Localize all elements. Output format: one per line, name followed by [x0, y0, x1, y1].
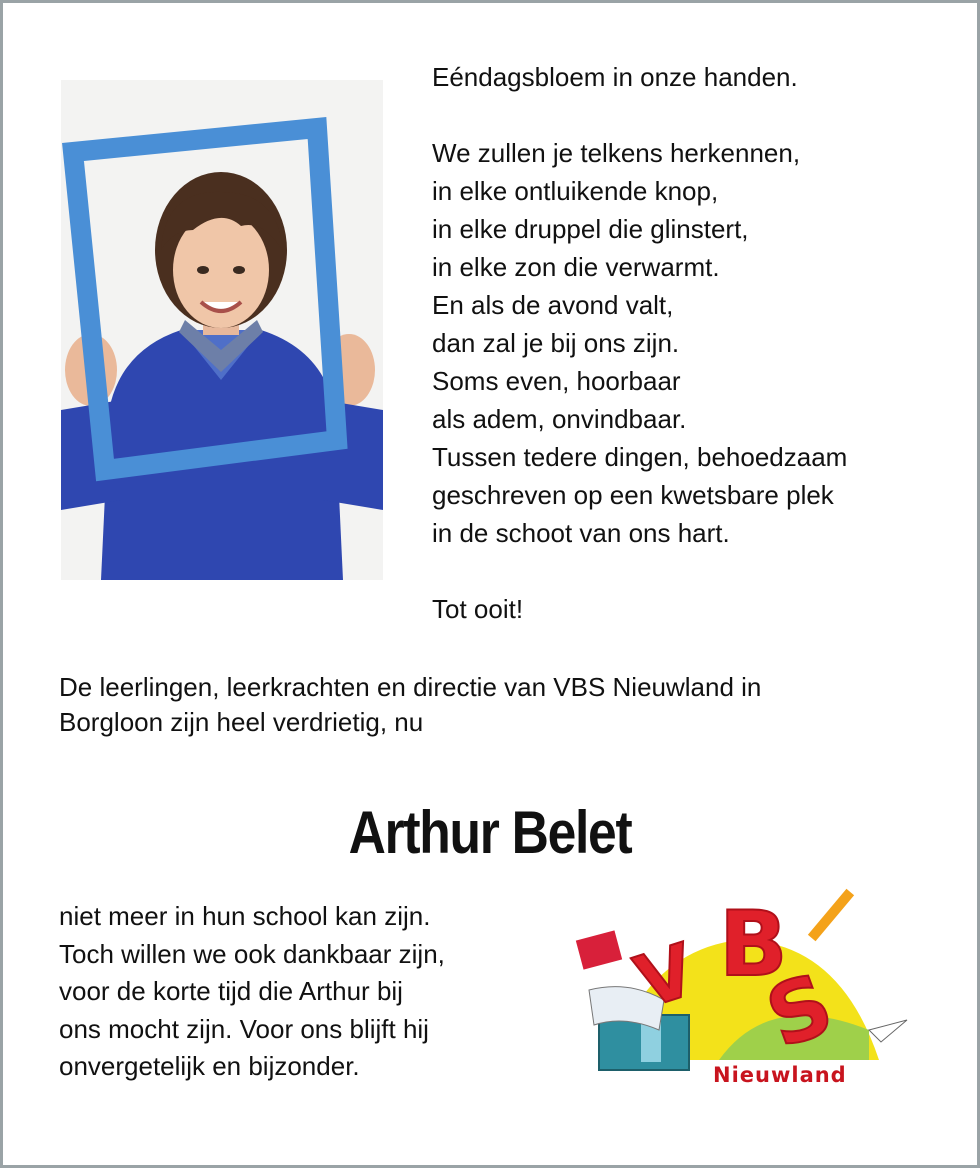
poem-line: We zullen je telkens herkennen, — [432, 138, 801, 168]
poem-line: in elke zon die verwarmt. — [432, 252, 720, 282]
logo-caption: Nieuwland — [713, 1063, 847, 1087]
portrait-photo — [61, 80, 383, 580]
poem-line: dan zal je bij ons zijn. — [432, 328, 680, 358]
closing-line: voor de korte tijd die Arthur bij — [59, 976, 403, 1006]
poem-line: Eéndagsbloem in onze handen. — [432, 62, 798, 92]
logo-letter-b: B — [719, 892, 788, 997]
poem-line: in de schoot van ons hart. — [432, 518, 730, 548]
closing-text — [59, 898, 539, 1086]
poem-line: in elke ontluikende knop, — [432, 176, 719, 206]
poem-line: in elke druppel die glinstert, — [432, 214, 749, 244]
poem-line: En als de avond valt, — [432, 290, 674, 320]
deceased-name: Arthur Belet — [348, 799, 632, 866]
intro-line: De leerlingen, leerkrachten en directie van VBS Nieuwland in — [59, 672, 762, 702]
poem-stanza-gap — [432, 96, 952, 134]
school-logo-graphic — [569, 880, 912, 1088]
poem-farewell: Tot ooit! — [432, 594, 524, 624]
closing-line: Toch willen we ook dankbaar zijn, — [59, 938, 445, 969]
logo-letter-v: V — [625, 927, 705, 1025]
poem-line: Soms even, hoorbaar — [432, 366, 681, 396]
announcement-intro — [59, 670, 939, 740]
poem — [432, 58, 952, 628]
poem-stanza-gap — [432, 552, 952, 590]
logo-letter-s: S — [754, 954, 845, 1068]
intro-line: Borgloon zijn heel verdrietig, nu — [59, 707, 424, 737]
poem-line: als adem, onvindbaar. — [432, 404, 687, 434]
school-logo — [569, 880, 912, 1088]
portrait-illustration — [61, 80, 383, 580]
poem-line: geschreven op een kwetsbare plek — [432, 480, 834, 510]
poem-line: Tussen tedere dingen, behoedzaam — [432, 442, 848, 472]
closing-line: ons mocht zijn. Voor ons blijft hij — [59, 1013, 429, 1044]
closing-line: niet meer in hun school kan zijn. — [59, 901, 431, 931]
closing-line: onvergetelijk en bijzonder. — [59, 1051, 360, 1081]
